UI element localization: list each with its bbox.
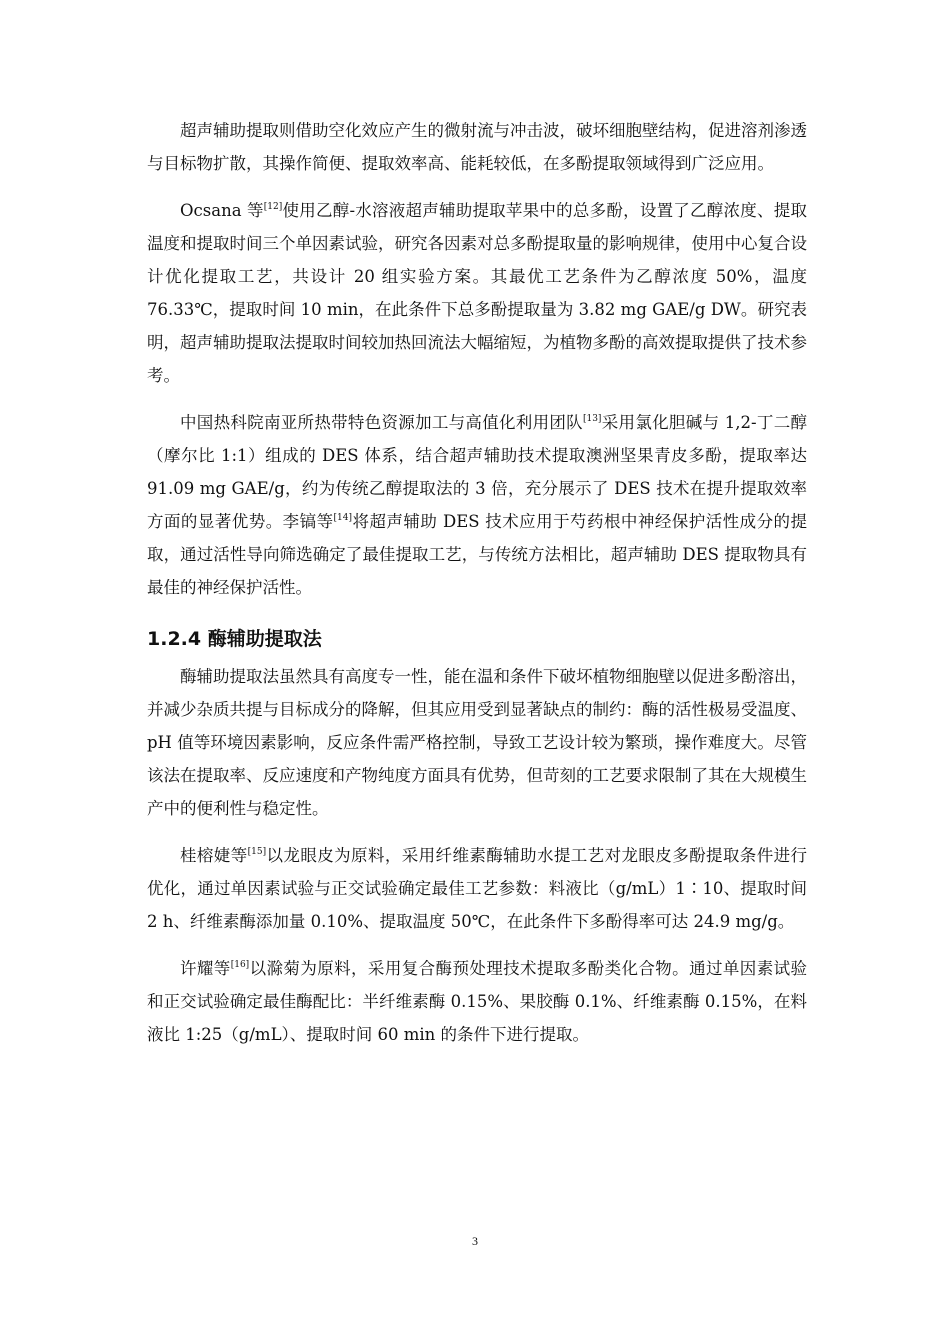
paragraph-text: Ocsana 等 <box>180 201 264 220</box>
paragraph-ocsana <box>147 194 807 392</box>
paragraph-text: 以龙眼皮为原料，采用纤维素酶辅助水提工艺对龙眼皮多酚提取条件进行优化，通过单因素试验与正交试验确定最佳工艺参数：料液比（g/mL）1∶10、提取时间 2 h、纤维素酶添加量 0.10%、提取温度 50℃，在此条件下多酚得率可达 24.9 mg/g。 <box>147 846 808 931</box>
paragraph-text: 使用乙醇-水溶液超声辅助提取苹果中的总多酚，设置了乙醇浓度、提取温度和提取时间三个单因素试验，研究各因素对总多酚提取量的影响规律，使用中心复合设计优化提取工艺，共设计 20 组实验方案。其最优工艺条件为乙醇浓度 50%，温度 76.33℃，提取时间 10 min，在此条件下总多酚提取量为 3.82 mg GAE/g DW。研究表明，超声辅助提取法提取时间较加热回流法大幅缩短，为植物多酚的高效提取提供了技术参考。 <box>147 201 807 385</box>
paragraph-text: 桂榕婕等 <box>180 846 248 865</box>
citation-ref-13: [13] <box>582 414 602 424</box>
paragraph-text: 以滁菊为原料，采用复合酶预处理技术提取多酚类化合物。通过单因素试验和正交试验确定最佳酶配比：半纤维素酶 0.15%、果胶酶 0.1%、纤维素酶 0.15%，在料液比 1:25（g/mL）、提取时间 60 min 的条件下进行提取。 <box>147 959 808 1044</box>
paragraph-text: 酶辅助提取法虽然具有高度专一性，能在温和条件下破坏植物细胞壁以促进多酚溶出，并减少杂质共提与目标成分的降解，但其应用受到显著缺点的制约：酶的活性极易受温度、pH 值等环境因素影响，反应条件需严格控制，导致工艺设计较为繁琐，操作难度大。尽管该法在提取率、反应速度和产物纯度方面具有优势，但苛刻的工艺要求限制了其在大规模生产中的便利性与稳定性。 <box>147 667 807 818</box>
paragraph-catas-team <box>147 406 807 604</box>
paragraph-text: 中国热科院南亚所热带特色资源加工与高值化利用团队 <box>180 413 583 432</box>
section-heading: 1.2.4 酶辅助提取法 <box>147 628 322 650</box>
paragraph-text: 许耀等 <box>180 959 231 978</box>
paragraph-text: 采用氯化胆碱与 1,2-丁二醇（摩尔比 1:1）组成的 DES 体系，结合超声辅助技术提取澳洲坚果青皮多酚，提取率达 91.09 mg GAE/g，约为传统乙醇提取法的 3 倍，充分展示了 DES 技术在提升提取效率方面的显著优势。李镐等 <box>147 413 807 531</box>
paragraph-gui-rongjie <box>147 839 807 938</box>
paragraph-text: 将超声辅助 DES 技术应用于芍药根中神经保护活性成分的提取，通过活性导向筛选确定了最佳提取工艺，与传统方法相比，超声辅助 DES 提取物具有最佳的神经保护活性。 <box>147 512 808 597</box>
paragraph-text: 超声辅助提取则借助空化效应产生的微射流与冲击波，破坏细胞壁结构，促进溶剂渗透与目标物扩散，其操作简便、提取效率高、能耗较低，在多酚提取领域得到广泛应用。 <box>147 121 807 173</box>
citation-ref-14: [14] <box>333 513 353 523</box>
paragraph-ultrasound-intro <box>147 114 807 180</box>
citation-ref-16: [16] <box>230 960 250 970</box>
paragraph-enzyme-intro <box>147 660 807 825</box>
page-number: 3 <box>472 1234 478 1248</box>
page-body <box>147 114 807 1065</box>
citation-ref-12: [12] <box>263 202 283 212</box>
citation-ref-15: [15] <box>247 847 267 857</box>
paragraph-xu-yao <box>147 952 807 1051</box>
